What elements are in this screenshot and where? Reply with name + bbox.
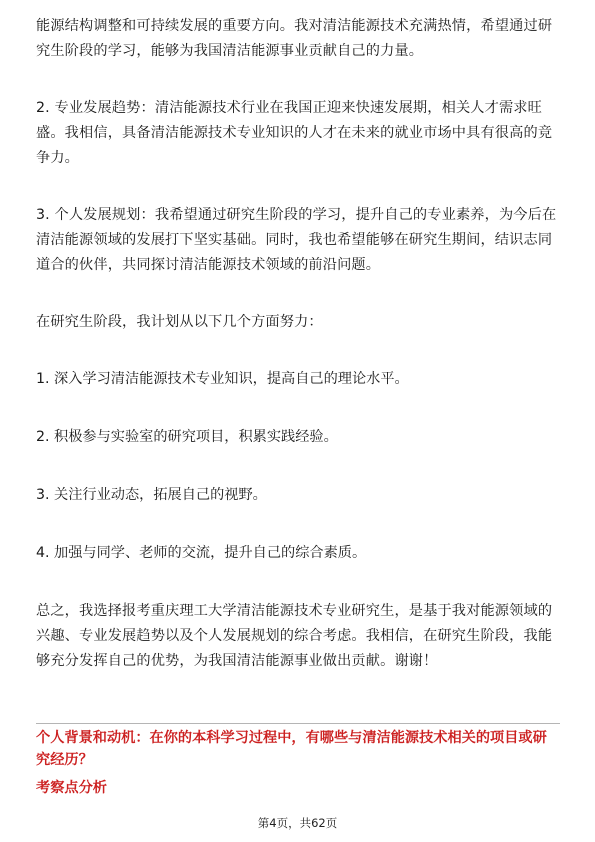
plan-item-4: 4. 加强与同学、老师的交流，提升自己的综合素质。 xyxy=(36,545,367,561)
plan-item-3: 3. 关注行业动态，拓展自己的视野。 xyxy=(36,487,267,503)
paragraph-plan-intro: 在研究生阶段，我计划从以下几个方面努力： xyxy=(36,314,323,330)
paragraph-career-trend: 2. 专业发展趋势：清洁能源技术行业在我国正迎来快速发展期，相关人才需求旺盛。我相信，具备清洁能源技术专业知识的人才在未来的就业市场中具有很高的竞争力。 xyxy=(36,100,553,166)
paragraph-conclusion: 总之，我选择报考重庆理工大学清洁能源技术专业研究生，是基于我对能源领域的兴趣、专业发展趋势以及个人发展规划的综合考虑。我相信，在研究生阶段，我能够充分发挥自己的优势，为我国清洁能源事业做出贡献。谢谢！ xyxy=(36,603,553,669)
page-number-footer: 第4页，共62页 xyxy=(257,816,338,830)
section-divider xyxy=(36,723,560,724)
page-body xyxy=(36,14,560,706)
analysis-heading: 考察点分析 xyxy=(36,780,107,796)
paragraph-personal-plan: 3. 个人发展规划：我希望通过研究生阶段的学习，提升自己的专业素养，为今后在清洁能源领域的发展打下坚实基础。同时，我也希望能够在研究生期间，结识志同道合的伙伴，共同探讨清洁能源技术领域的前沿问题。 xyxy=(36,207,557,273)
plan-item-2: 2. 积极参与实验室的研究项目，积累实践经验。 xyxy=(36,429,338,445)
plan-item-1: 1. 深入学习清洁能源技术专业知识，提高自己的理论水平。 xyxy=(36,371,409,387)
interview-question: 个人背景和动机：在你的本科学习过程中，有哪些与清洁能源技术相关的项目或研究经历？ xyxy=(36,730,547,768)
paragraph-intro-continuation: 能源结构调整和可持续发展的重要方向。我对清洁能源技术充满热情，希望通过研究生阶段的学习，能够为我国清洁能源事业贡献自己的力量。 xyxy=(36,18,553,59)
